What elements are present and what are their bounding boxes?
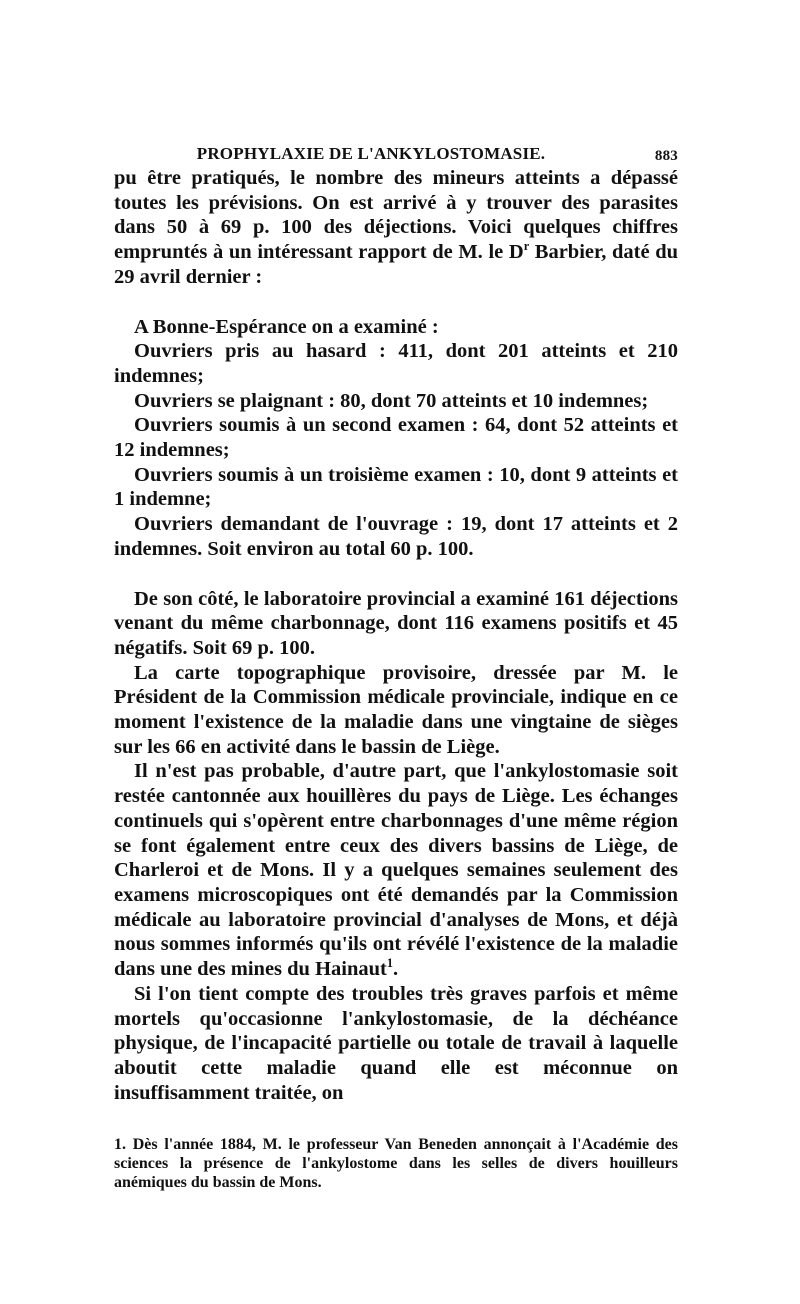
paragraph-4: [114, 759, 678, 981]
footnote-reference: 1: [386, 956, 394, 971]
page-number: 883: [654, 148, 678, 164]
footnote-text: Dès l'année 1884, M. le professeur Van Beneden annonçait à l'Académie des sciences la présence de l'ankylostome dans les selles de divers houilleurs anémiques du bassin de Mons.: [114, 1136, 678, 1192]
survey-list: [114, 315, 678, 562]
running-title: PROPHYLAXIE DE L'ANKYLOSTOMASIE.: [196, 144, 546, 163]
paragraph-5: Si l'on tient compte des troubles très graves parfois et même mortels qu'occasionne l'ankylostomasie, de la déchéance physique, de l'incapacité partielle ou totale de travail à laquelle aboutit cette maladie quand elle est méconnue on insuffisamment traitée, on: [114, 982, 678, 1104]
list-item: Ouvriers soumis à un troisième examen : 10, dont 9 atteints et 1 indemne;: [114, 463, 678, 511]
footnote: [114, 1135, 678, 1192]
paragraph-1: [114, 166, 678, 290]
footnote-mark: 1.: [114, 1136, 126, 1154]
list-item: Ouvriers soumis à un second examen : 64, dont 52 atteints et 12 indemnes;: [114, 414, 678, 462]
paragraph-1-end: Barbier, daté du 29 avril dernier :: [114, 241, 678, 288]
list-item: A Bonne-Espérance on a examiné :: [134, 315, 439, 338]
paragraph-4-end: .: [393, 958, 399, 981]
paragraph-4-text: Il n'est pas probable, d'autre part, que l'ankylostomasie soit restée cantonnée aux houillères du pays de Liège. Les échanges continuels qui s'opèrent entre charbonnages d'une même région se font également entre ceux des divers bassins de Liège, de Charleroi et de Mons. Il y a quelques semaines seulement des examens microscopiques ont été demandés par la Commission médicale au laboratoire provincial d'analyses de Mons, et déjà nous sommes informés qu'ils ont révélé l'existence de la maladie dans une des mines du Hainaut: [114, 760, 678, 981]
paragraph-1-superscript: r: [523, 239, 530, 254]
running-head: [114, 140, 678, 166]
book-page: [114, 140, 678, 1192]
list-item: Ouvriers se plaignant : 80, dont 70 atteints et 10 indemnes;: [134, 389, 649, 412]
main-text: [114, 166, 678, 1105]
list-item: Ouvriers pris au hasard : 411, dont 201 atteints et 210 indemnes;: [114, 340, 678, 387]
paragraph-1-text: pu être pratiqués, le nombre des mineurs atteints a dépassé toutes les prévisions. On est arrivé à y trouver des parasites dans 50 à 69 p. 100 des déjections. Voici quelques chiffres empruntés à un intéressant rapport de M. le D: [114, 167, 678, 264]
list-item: Ouvriers demandant de l'ouvrage : 19, dont 17 atteints et 2 indemnes. Soit environ au total 60 p. 100.: [114, 513, 678, 560]
paragraph-3: La carte topographique provisoire, dressée par M. le Président de la Commission médicale provinciale, indique en ce moment l'existence de la maladie dans une vingtaine de sièges sur les 66 en activité dans le bassin de Liège.: [114, 661, 678, 758]
paragraph-2: De son côté, le laboratoire provincial a examiné 161 déjections venant du même charbonnage, dont 116 examens positifs et 45 négatifs. Soit 69 p. 100.: [114, 587, 678, 659]
